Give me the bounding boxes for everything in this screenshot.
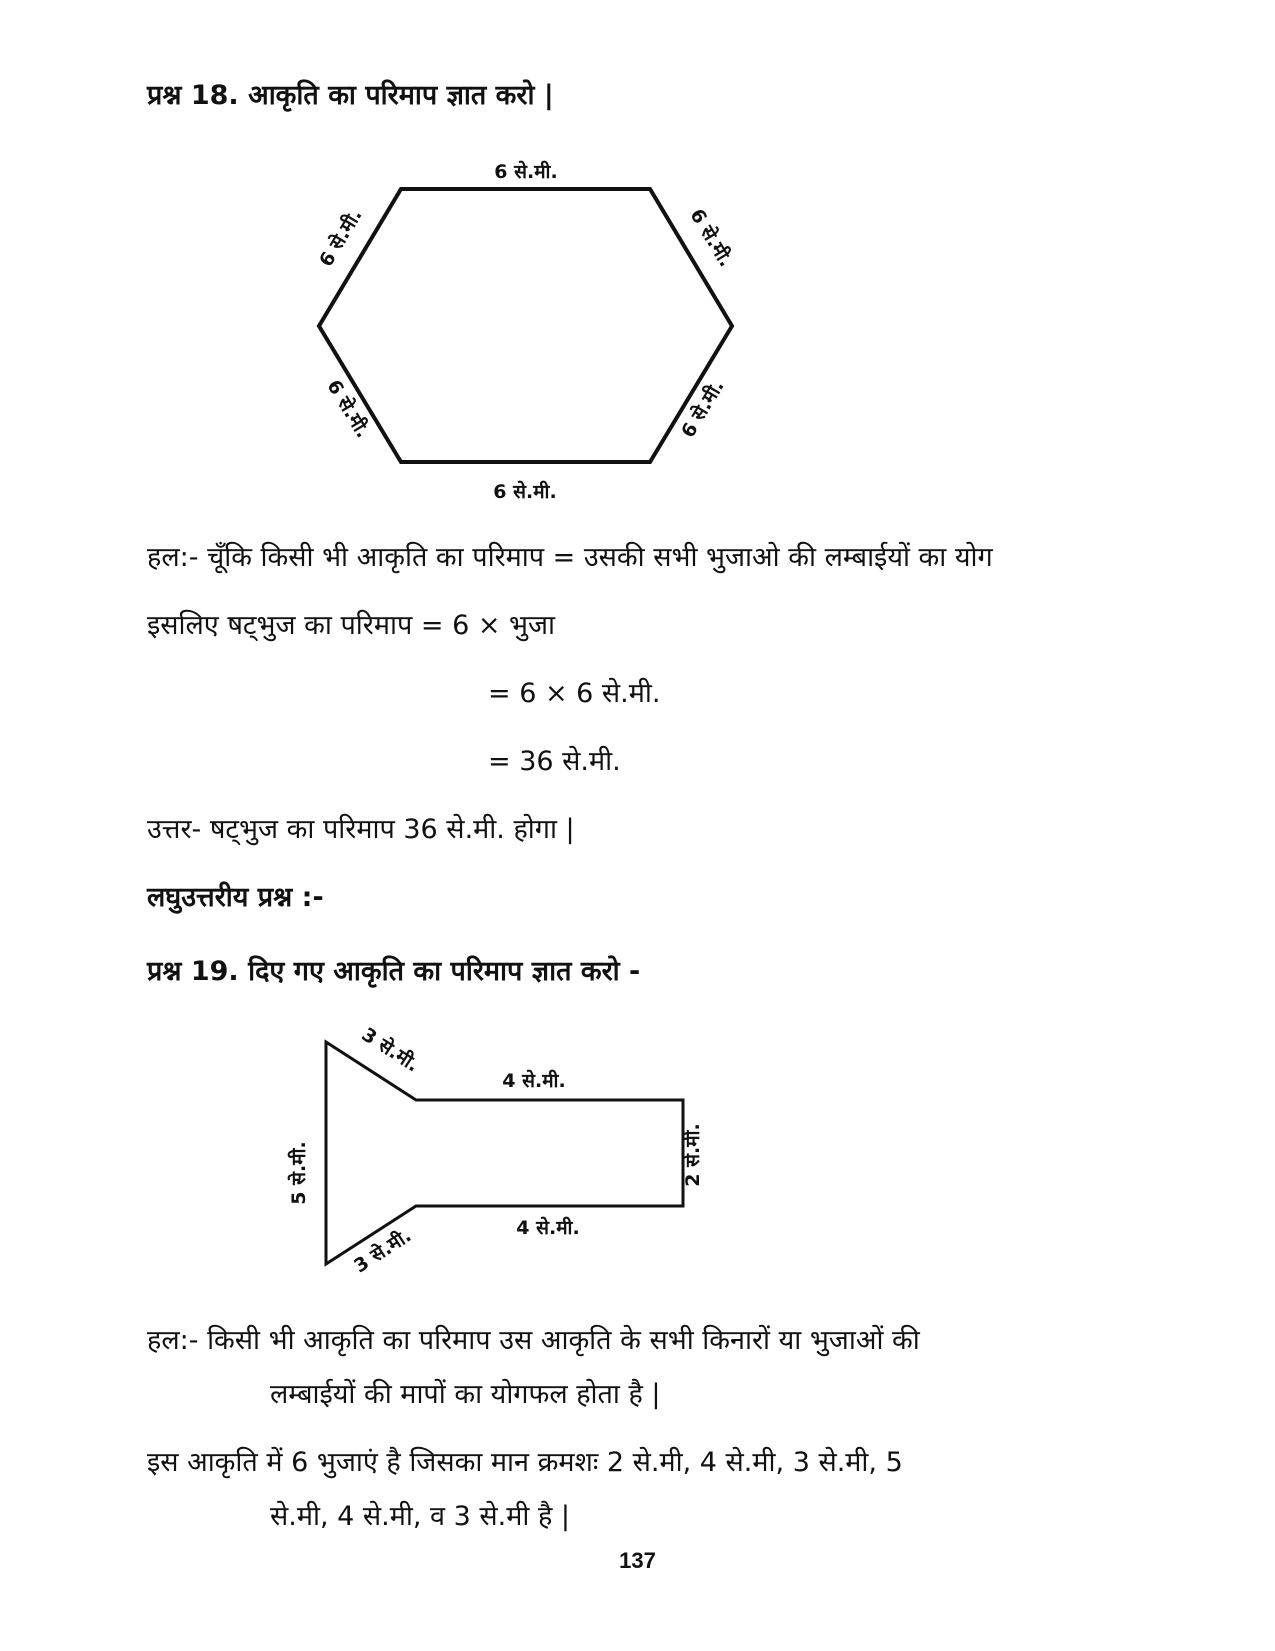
hexagon-label-upper-left: 6 से.मी. (315, 205, 367, 271)
funnel-label-top-slant: 3 से.मी. (357, 1023, 423, 1077)
q18-solution-line4: = 36 से.मी. (488, 746, 621, 777)
q18-answer: उत्तर- षट्भुज का परिमाप 36 से.मी. होगा | (147, 814, 575, 845)
q19-heading: प्रश्न 19. दिए गए आकृति का परिमाप ज्ञात करो - (147, 956, 641, 987)
funnel-label-bottom-slant: 3 से.मी. (350, 1224, 416, 1278)
funnel-label-right: 2 से.मी. (682, 1123, 704, 1187)
funnel-label-left: 5 से.मी. (288, 1141, 310, 1205)
funnel-shape (326, 1042, 683, 1264)
q18-solution-line3: = 6 × 6 से.मी. (488, 678, 661, 709)
hexagon-label-lower-right: 6 से.मी. (677, 376, 729, 442)
q19-solution-line3: इस आकृति में 6 भुजाएं है जिसका मान क्रमशः 2 से.मी, 4 से.मी, 3 से.मी, 5 (147, 1447, 903, 1478)
q19-solution-line4: से.मी, 4 से.मी, व 3 से.मी है | (270, 1501, 570, 1532)
q19-solution-line2: लम्बाईयों की मापों का योगफल होता है | (270, 1379, 661, 1410)
hexagon-label-top: 6 से.मी. (494, 161, 558, 183)
funnel-label-top: 4 से.मी. (502, 1070, 566, 1092)
hexagon-shape (319, 189, 732, 462)
funnel-label-bottom: 4 से.मी. (516, 1217, 580, 1239)
hexagon-label-bottom: 6 से.मी. (493, 481, 557, 503)
q18-solution-line1: हल:- चूँकि किसी भी आकृति का परिमाप = उसकी सभी भुजाओ की लम्बाईयों का योग (147, 542, 993, 573)
page-number: 137 (619, 1548, 656, 1573)
hexagon-label-upper-right: 6 से.मी. (685, 205, 737, 271)
q18-solution-line2: इसलिए षट्भुज का परिमाप = 6 × भुजा (147, 610, 556, 641)
q19-solution-line1: हल:- किसी भी आकृति का परिमाप उस आकृति के सभी किनारों या भुजाओं की (147, 1325, 920, 1356)
q18-heading: प्रश्न 18. आकृति का परिमाप ज्ञात करो | (147, 80, 554, 111)
hexagon-label-lower-left: 6 से.मी. (322, 376, 374, 442)
section-heading: लघुउत्तरीय प्रश्न :- (147, 882, 324, 913)
